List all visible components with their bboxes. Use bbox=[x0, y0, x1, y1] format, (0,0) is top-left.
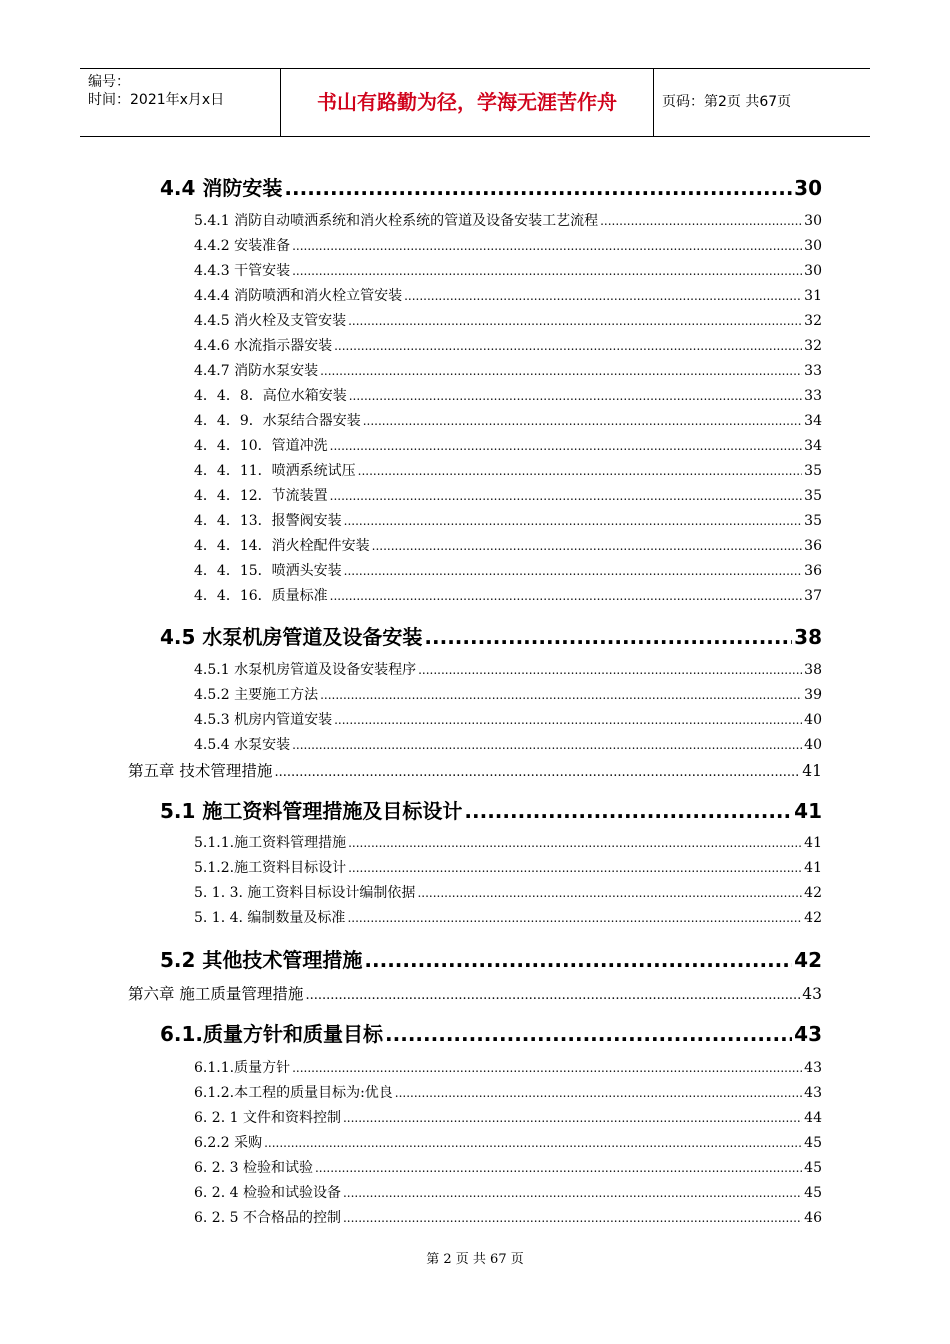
toc-entry[interactable] bbox=[194, 535, 822, 555]
toc-page-number: 32 bbox=[804, 338, 822, 354]
toc-page-number: 41 bbox=[794, 799, 822, 823]
toc-dot-leader bbox=[343, 1111, 802, 1125]
toc-page-number: 45 bbox=[804, 1135, 822, 1151]
toc-entry-title: 4．4．9．水泵结合器安装 bbox=[194, 413, 361, 429]
toc-entry[interactable] bbox=[194, 659, 822, 679]
toc-dot-leader bbox=[330, 489, 803, 503]
toc-page-number: 44 bbox=[804, 1110, 822, 1126]
toc-entry-title: 4．4．15．喷洒头安装 bbox=[194, 563, 342, 579]
toc-page-number: 43 bbox=[794, 1022, 822, 1046]
toc-entry-title: 5. 1. 4. 编制数量及标准 bbox=[194, 910, 346, 926]
toc-dot-leader bbox=[292, 264, 802, 278]
toc-dot-leader bbox=[347, 911, 802, 925]
toc-dot-leader bbox=[315, 1161, 802, 1175]
toc-page-number: 32 bbox=[804, 313, 822, 329]
toc-section-heading[interactable] bbox=[160, 1018, 822, 1047]
header-meta-cell bbox=[80, 69, 281, 136]
toc-entry-title: 4.4 消防安装 bbox=[160, 176, 283, 200]
toc-entry-title: 第五章 技术管理措施 bbox=[128, 762, 273, 780]
toc-dot-leader bbox=[305, 988, 800, 1003]
toc-chapter-heading[interactable] bbox=[128, 759, 822, 781]
toc-dot-leader bbox=[284, 176, 792, 200]
toc-entry-title: 4．4．16．质量标准 bbox=[194, 588, 328, 604]
toc-page-number: 31 bbox=[804, 288, 822, 304]
toc-dot-leader bbox=[464, 799, 792, 823]
toc-page-number: 36 bbox=[804, 538, 822, 554]
toc-dot-leader bbox=[292, 1061, 802, 1075]
toc-page-number: 30 bbox=[804, 263, 822, 279]
toc-entry-title: 4.4.6 水流指示器安装 bbox=[194, 338, 333, 354]
toc-page-number: 43 bbox=[804, 1085, 822, 1101]
toc-page-number: 33 bbox=[804, 388, 822, 404]
toc-entry-title: 4．4．12．节流装置 bbox=[194, 488, 328, 504]
toc-dot-leader bbox=[424, 625, 792, 649]
toc-section-heading[interactable] bbox=[160, 172, 822, 201]
toc-dot-leader bbox=[330, 589, 803, 603]
toc-entry[interactable] bbox=[194, 485, 822, 505]
page-footer: 第 2 页 共 67 页 bbox=[426, 1252, 524, 1267]
toc-entry-title: 5.1.1.施工资料管理措施 bbox=[194, 835, 347, 851]
toc-dot-leader bbox=[334, 713, 802, 727]
toc-entry[interactable] bbox=[194, 1157, 822, 1177]
toc-entry-title: 5.4.1 消防自动喷洒系统和消火栓系统的管道及设备安装工艺流程 bbox=[194, 213, 599, 229]
toc-entry-title: 4．4．11．喷洒系统试压 bbox=[194, 463, 356, 479]
toc-dot-leader bbox=[320, 688, 802, 702]
toc-dot-leader bbox=[348, 836, 802, 850]
toc-entry[interactable] bbox=[194, 410, 822, 430]
toc-page-number: 30 bbox=[804, 238, 822, 254]
toc-page-number: 38 bbox=[804, 662, 822, 678]
toc-entry-title: 6. 2. 4 检验和试验设备 bbox=[194, 1185, 341, 1201]
toc-entry[interactable] bbox=[194, 734, 822, 754]
toc-dot-leader bbox=[343, 1186, 802, 1200]
toc-page-number: 43 bbox=[802, 985, 822, 1003]
toc-entry[interactable] bbox=[194, 832, 822, 852]
document-time-label: 时间：2021年x月x日 bbox=[88, 92, 225, 108]
toc-entry-title: 4．4．13．报警阀安装 bbox=[194, 513, 342, 529]
toc-dot-leader bbox=[343, 1211, 802, 1225]
toc-entry-title: 4.4.7 消防水泵安装 bbox=[194, 363, 319, 379]
toc-dot-leader bbox=[372, 539, 803, 553]
toc-dot-leader bbox=[364, 948, 792, 972]
toc-dot-leader bbox=[264, 1136, 802, 1150]
toc-page-number: 35 bbox=[804, 488, 822, 504]
toc-entry[interactable] bbox=[194, 585, 822, 605]
toc-entry[interactable] bbox=[194, 310, 822, 330]
toc-dot-leader bbox=[404, 289, 802, 303]
toc-page-number: 30 bbox=[794, 176, 822, 200]
toc-entry-title: 5.2 其他技术管理措施 bbox=[160, 948, 363, 972]
toc-entry-title: 4.4.4 消防喷洒和消火栓立管安装 bbox=[194, 288, 403, 304]
toc-entry[interactable] bbox=[194, 1182, 822, 1202]
toc-entry-title: 4.4.3 干管安装 bbox=[194, 263, 291, 279]
toc-entry-title: 第六章 施工质量管理措施 bbox=[128, 985, 304, 1003]
toc-dot-leader bbox=[358, 464, 803, 478]
toc-entry[interactable] bbox=[194, 684, 822, 704]
toc-page-number: 36 bbox=[804, 563, 822, 579]
toc-dot-leader bbox=[418, 663, 802, 677]
toc-entry-title: 5. 1. 3. 施工资料目标设计编制依据 bbox=[194, 885, 416, 901]
toc-page-number: 40 bbox=[804, 712, 822, 728]
page-header bbox=[80, 68, 870, 137]
toc-entry-title: 4．4．10．管道冲洗 bbox=[194, 438, 328, 454]
toc-dot-leader bbox=[292, 738, 802, 752]
toc-page-number: 43 bbox=[804, 1060, 822, 1076]
toc-page-number: 42 bbox=[804, 910, 822, 926]
toc-page-number: 42 bbox=[794, 948, 822, 972]
toc-section-heading[interactable] bbox=[160, 795, 822, 824]
toc-page-number: 41 bbox=[804, 835, 822, 851]
toc-entry[interactable] bbox=[194, 460, 822, 480]
toc-entry-title: 4.4.5 消火栓及支管安装 bbox=[194, 313, 347, 329]
toc-entry-title: 4．4．14．消火栓配件安装 bbox=[194, 538, 370, 554]
toc-dot-leader bbox=[334, 339, 802, 353]
toc-dot-leader bbox=[344, 514, 803, 528]
toc-entry[interactable] bbox=[194, 385, 822, 405]
toc-dot-leader bbox=[348, 314, 802, 328]
toc-entry[interactable] bbox=[194, 435, 822, 455]
document-number-label: 编号： bbox=[88, 74, 130, 90]
header-motto: 书山有路勤为径，学海无涯苦作舟 bbox=[281, 69, 654, 136]
toc-dot-leader bbox=[292, 239, 802, 253]
toc-entry-title: 6.2.2 采购 bbox=[194, 1135, 263, 1151]
toc-entry[interactable] bbox=[194, 1207, 822, 1227]
toc-dot-leader bbox=[274, 765, 800, 780]
toc-entry-title: 5.1 施工资料管理措施及目标设计 bbox=[160, 799, 463, 823]
header-page-info: 页码：第2页 共67页 bbox=[662, 94, 792, 110]
toc-entry[interactable] bbox=[194, 1107, 822, 1127]
toc-page-number: 34 bbox=[804, 413, 822, 429]
toc-entry-title: 4.4.2 安装准备 bbox=[194, 238, 291, 254]
toc-page-number: 46 bbox=[804, 1210, 822, 1226]
toc-entry-title: 6.1.1.质量方针 bbox=[194, 1060, 291, 1076]
toc-dot-leader bbox=[417, 886, 802, 900]
toc-entry-title: 4.5.4 水泵安装 bbox=[194, 737, 291, 753]
toc-entry-title: 6. 2. 1 文件和资料控制 bbox=[194, 1110, 341, 1126]
toc-entry[interactable] bbox=[194, 510, 822, 530]
toc-section-heading[interactable] bbox=[160, 944, 822, 973]
toc-dot-leader bbox=[344, 564, 803, 578]
toc-entry-title: 4.5.2 主要施工方法 bbox=[194, 687, 319, 703]
toc-entry[interactable] bbox=[194, 1132, 822, 1152]
toc-entry[interactable] bbox=[194, 1082, 822, 1102]
toc-dot-leader bbox=[320, 364, 802, 378]
toc-entry[interactable] bbox=[194, 335, 822, 355]
toc-dot-leader bbox=[600, 214, 802, 228]
toc-entry-title: 4.5 水泵机房管道及设备安装 bbox=[160, 625, 423, 649]
toc-entry[interactable] bbox=[194, 709, 822, 729]
toc-section-heading[interactable] bbox=[160, 621, 822, 650]
toc-page-number: 41 bbox=[802, 762, 822, 780]
toc-entry[interactable] bbox=[194, 210, 822, 230]
toc-entry-title: 6.1.2.本工程的质量目标为:优良 bbox=[194, 1085, 393, 1101]
toc-chapter-heading[interactable] bbox=[128, 982, 822, 1004]
toc-entry[interactable] bbox=[194, 260, 822, 280]
toc-page-number: 37 bbox=[804, 588, 822, 604]
toc-page-number: 34 bbox=[804, 438, 822, 454]
toc-entry[interactable] bbox=[194, 907, 822, 927]
toc-entry-title: 4．4．8．高位水箱安装 bbox=[194, 388, 347, 404]
toc-page-number: 42 bbox=[804, 885, 822, 901]
toc-page-number: 40 bbox=[804, 737, 822, 753]
toc-entry[interactable] bbox=[194, 285, 822, 305]
toc-entry-title: 4.5.1 水泵机房管道及设备安装程序 bbox=[194, 662, 417, 678]
toc-entry[interactable] bbox=[194, 235, 822, 255]
toc-page-number: 30 bbox=[804, 213, 822, 229]
toc-page-number: 35 bbox=[804, 513, 822, 529]
toc-entry-title: 6. 2. 5 不合格品的控制 bbox=[194, 1210, 341, 1226]
toc-dot-leader bbox=[395, 1086, 802, 1100]
toc-entry[interactable] bbox=[194, 560, 822, 580]
toc-entry-title: 4.5.3 机房内管道安装 bbox=[194, 712, 333, 728]
toc-dot-leader bbox=[349, 389, 802, 403]
toc-page-number: 41 bbox=[804, 860, 822, 876]
toc-dot-leader bbox=[348, 861, 802, 875]
toc-page-number: 35 bbox=[804, 463, 822, 479]
toc-entry-title: 5.1.2.施工资料目标设计 bbox=[194, 860, 347, 876]
toc-page-number: 33 bbox=[804, 363, 822, 379]
toc-page-number: 45 bbox=[804, 1160, 822, 1176]
toc-dot-leader bbox=[363, 414, 802, 428]
toc-entry[interactable] bbox=[194, 882, 822, 902]
toc-entry[interactable] bbox=[194, 360, 822, 380]
toc-page-number: 45 bbox=[804, 1185, 822, 1201]
toc-entry[interactable] bbox=[194, 857, 822, 877]
toc-dot-leader bbox=[385, 1022, 792, 1046]
toc-entry[interactable] bbox=[194, 1057, 822, 1077]
toc-page-number: 39 bbox=[804, 687, 822, 703]
toc-page-number: 38 bbox=[794, 625, 822, 649]
toc-entry-title: 6. 2. 3 检验和试验 bbox=[194, 1160, 313, 1176]
toc-dot-leader bbox=[330, 439, 803, 453]
toc-entry-title: 6.1.质量方针和质量目标 bbox=[160, 1022, 384, 1046]
